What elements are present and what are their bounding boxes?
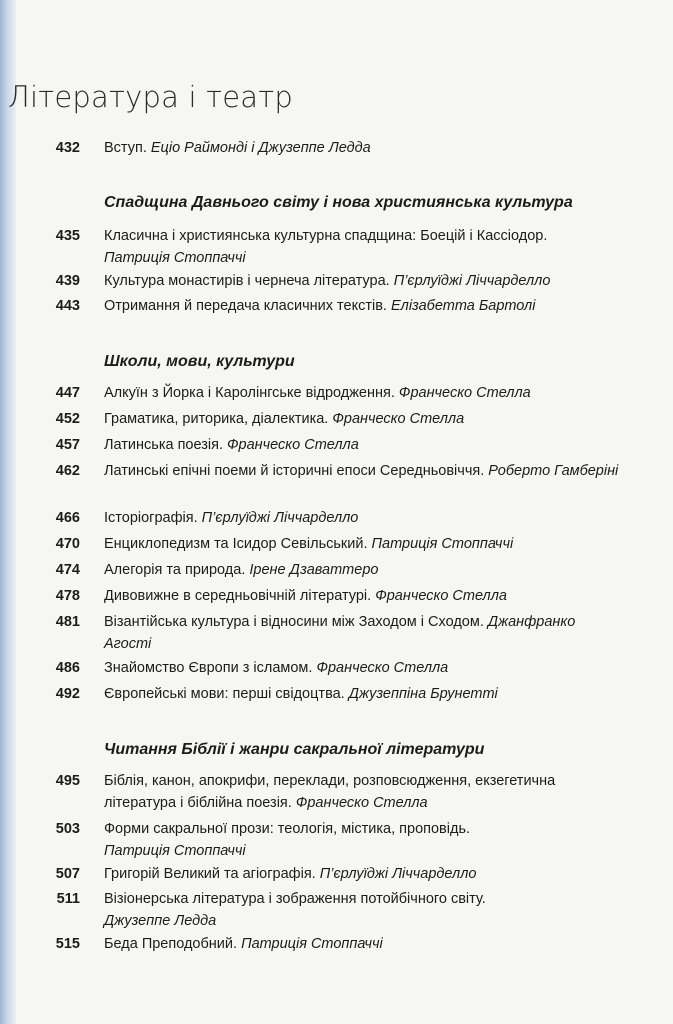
- entry-text: Латинська поезія. Франческо Стелла: [104, 437, 359, 453]
- entry-text: Алкуїн з Йорка і Каролінгське відродження. Франческо Стелла: [104, 385, 531, 401]
- entry-text: Латинські епічні поеми й історичні епоси Середньовіччя. Роберто Гамберіні: [104, 463, 619, 479]
- entry-text: Візіонерська література і зображення потойбічного світу. Джузеппе Ледда: [104, 891, 486, 929]
- entry-text: Григорій Великий та агіографія. П’єрлуїджі Ліччарделло: [104, 866, 477, 882]
- page-number: 439: [55, 273, 80, 289]
- page-number: 495: [55, 773, 80, 789]
- entry-author: Елізабетта Бартолі: [390, 298, 536, 314]
- entry-text: Енциклопедизм та Ісидор Севільський. Патриція Стоппаччі: [104, 536, 514, 552]
- entry-author: Франческо Стелла: [316, 660, 449, 676]
- entry-author: Джузеппіна Брунетті: [348, 686, 498, 702]
- entry-author: Франческо Стелла: [295, 795, 428, 811]
- entry-author: Франческо Стелла: [398, 385, 531, 401]
- page-number: 515: [55, 936, 80, 952]
- entry-author: П’єрлуїджі Ліччарделло: [201, 510, 359, 526]
- entry-author: Патриція Стоппаччі: [104, 250, 246, 266]
- entry-text: Історіографія. П’єрлуїджі Ліччарделло: [104, 510, 359, 526]
- page-number: 492: [55, 686, 80, 702]
- page-number: 435: [55, 228, 80, 244]
- entry-author: Франческо Стелла: [227, 437, 359, 453]
- entry-text: Європейські мови: перші свідоцтва. Джузеппіна Брунетті: [104, 686, 498, 702]
- entry-text: Вступ. Еціо Раймонді і Джузеппе Ледда: [104, 140, 371, 156]
- page-number: 507: [55, 866, 80, 882]
- section-heading: Школи, мови, культури: [104, 353, 295, 370]
- entry-text: Візантійська культура і відносини між Заходом і Сходом. Джанфранко Агості: [104, 614, 576, 652]
- entry-text: Класична і християнська культурна спадщина: Боецій і Кассіодор. Патриція Стоппаччі: [104, 228, 548, 266]
- page-number: 470: [55, 536, 80, 552]
- page-number: 443: [55, 298, 80, 314]
- entry-author: Джанфранко Агості: [104, 614, 576, 652]
- entry-text: Отримання й передача класичних текстів. Елізабетта Бартолі: [104, 298, 536, 314]
- entry-author: П’єрлуїджі Ліччарделло: [393, 273, 551, 289]
- page-number: 503: [55, 821, 80, 837]
- page-number: 511: [56, 891, 80, 907]
- page-number: 478: [55, 588, 80, 604]
- entry-text: Знайомство Європи з ісламом. Франческо Стелла: [104, 660, 449, 676]
- entry-author: Франческо Стелла: [375, 588, 507, 604]
- section-heading: Спадщина Давнього світу і нова християнська культура: [104, 194, 573, 211]
- page-number: 481: [55, 614, 80, 630]
- page-number: 474: [55, 562, 80, 578]
- section-heading: Читання Біблії і жанри сакральної літератури: [104, 741, 485, 758]
- entry-text: Форми сакральної прози: теологія, містика, проповідь. Патриція Стоппаччі: [104, 821, 471, 859]
- entry-author: Патриція Стоппаччі: [104, 843, 246, 859]
- entry-text: Дивовижне в середньовічній літературі. Франческо Стелла: [104, 588, 507, 604]
- entry-text: Граматика, риторика, діалектика. Франческо Стелла: [104, 411, 465, 427]
- page-number: 466: [55, 510, 80, 526]
- entry-author: Патриція Стоппаччі: [371, 536, 514, 552]
- entry-author: Роберто Гамберіні: [488, 463, 619, 479]
- entry-author: Патриція Стоппаччі: [241, 936, 383, 952]
- entry-author: П’єрлуїджі Ліччарделло: [319, 866, 477, 882]
- page-number: 447: [55, 385, 80, 401]
- page-number: 462: [55, 463, 80, 479]
- entry-text: Біблія, канон, апокрифи, переклади, розповсюдження, екзегетична література і біблійна поезія. Франческо Стелла: [104, 773, 556, 811]
- entry-text: Алегорія та природа. Ірене Дзаваттеро: [104, 562, 379, 578]
- entry-author: Франческо Стелла: [332, 411, 465, 427]
- entry-text: Культура монастирів і чернеча література. П’єрлуїджі Ліччарделло: [104, 273, 551, 289]
- entry-author: Джузеппе Ледда: [104, 913, 217, 929]
- entry-author: Ірене Дзаваттеро: [249, 562, 379, 578]
- page-number: 452: [55, 411, 80, 427]
- entry-text: Беда Преподобний. Патриція Стоппаччі: [104, 936, 383, 952]
- entry-author: Еціо Раймонді і Джузеппе Ледда: [150, 140, 371, 156]
- page-number: 457: [55, 437, 80, 453]
- page-number: 486: [55, 660, 80, 676]
- page-title: Література і театр: [8, 80, 294, 114]
- page-number: 432: [55, 140, 80, 156]
